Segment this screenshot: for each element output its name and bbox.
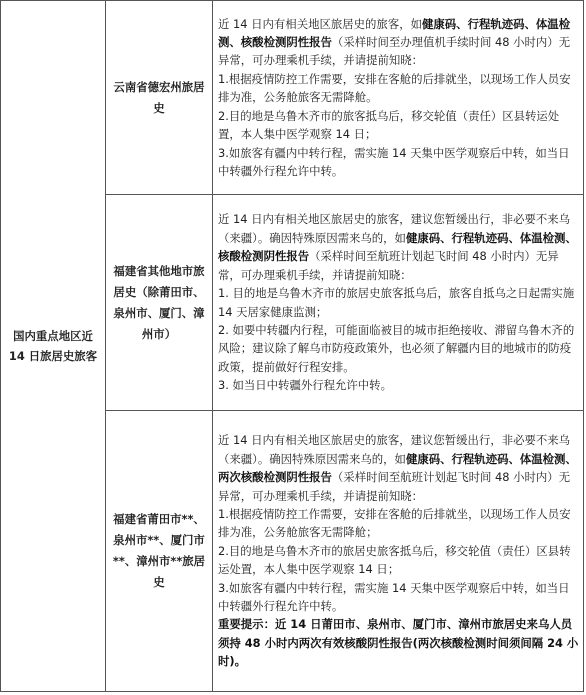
required-documents: 健康码、行程轨迹码、体温检测、核酸检测阴性报告 [218, 230, 577, 264]
region-cell [106, 195, 213, 411]
policy-intro: 近 14 日内有相关地区旅居史的旅客，建议您暂缓出行，非必要不来乌（来疆）。确因特殊原因需来乌的，如健康码、行程轨迹码、体温检测、核酸检测阴性报告（采样时间至航班计划起飞时间 48 小时内）无异常，可办理乘机手续，并请提前知晓： [218, 212, 577, 282]
category-label: 国内重点地区近 14 日旅居史旅客 [8, 329, 98, 363]
policy-item-1: 1.根据疫情防控工作需要，安排在客舱的后排就坐，以现场工作人员安排为准，公务舱旅客无需降舱； [218, 506, 571, 540]
policy-cell [213, 411, 584, 692]
policy-item-2: 2.目的地是乌鲁木齐市的旅居史旅客抵乌后，移交轮值（责任）区县转运处置，本人集中医学观察 14 日； [218, 543, 571, 577]
policy-cell [213, 195, 584, 411]
policy-intro: 近 14 日内有相关地区旅居史的旅客，建议您暂缓出行，非必要不来乌（来疆）。确因特殊原因需来乌的，如健康码、行程轨迹码、体温检测、两次核酸检测阴性报告（采样时间至航班计划起飞时间 48 小时内）无异常，可办理乘机手续，并请提前知晓： [218, 433, 577, 503]
policy-item-3: 3.如旅客有疆内中转行程，需实施 14 天集中医学观察后中转，如当日中转疆外行程允许中转。 [218, 145, 570, 178]
region-label: 云南省德宏州旅居史 [113, 79, 205, 115]
policy-item-2: 2.目的地是乌鲁木齐市的旅客抵乌后，移交轮值（责任）区县转运处置，本人集中医学观察 14 日； [218, 108, 560, 142]
region-label: 福建省莆田市**、泉州市**、厦门市**、漳州市**旅居史 [112, 512, 206, 589]
policy-cell [213, 1, 584, 195]
policy-item-1: 1. 目的地是乌鲁木齐市的旅居史旅客抵乌后，旅客自抵乌之日起需实施 14 天居家健康监测； [218, 286, 575, 319]
policy-item-3: 3. 如当日中转疆外行程允许中转。 [218, 378, 392, 393]
policy-item-2: 2. 如要中转疆内行程，可能面临被目的城市拒绝接收、滞留乌鲁木齐的风险；建议除了解乌市防疫政策外，也必须了解疆内目的地城市的防疫政策，提前做好行程安排。 [218, 322, 575, 374]
region-cell [106, 1, 213, 195]
required-documents: 健康码、行程轨迹码、体温检测、两次核酸检测阴性报告 [218, 451, 577, 485]
policy-item-3: 3.如旅客有疆内中转行程，需实施 14 天集中医学观察后中转，如当日中转疆外行程允许中转。 [218, 580, 570, 614]
policy-intro: 近 14 日内有相关地区旅居史的旅客，如健康码、行程轨迹码、体温检测、核酸检测阴性报告（采样时间至办理值机手续时间 48 小时内）无异常，可办理乘机手续，并请提前知晓： [218, 16, 571, 68]
important-notice: 重要提示：近 14 日莆田市、泉州市、厦门市、漳州市旅居史来乌人员须持 48 小时内两次有效核酸阴性报告(两次核酸检测时间须间隔 24 小时)。 [218, 617, 579, 669]
required-documents: 健康码、行程轨迹码、体温检测、核酸检测阴性报告 [218, 16, 571, 50]
category-cell [1, 1, 106, 692]
policy-item-1: 1.根据疫情防控工作需要，安排在客舱的后排就坐，以现场工作人员安排为准，公务舱旅客无需降舱。 [218, 71, 571, 105]
region-label: 福建省其他地市旅居史（除莆田市、泉州市、厦门、漳州市） [113, 263, 205, 341]
region-cell [106, 411, 213, 692]
table-row [1, 1, 584, 195]
